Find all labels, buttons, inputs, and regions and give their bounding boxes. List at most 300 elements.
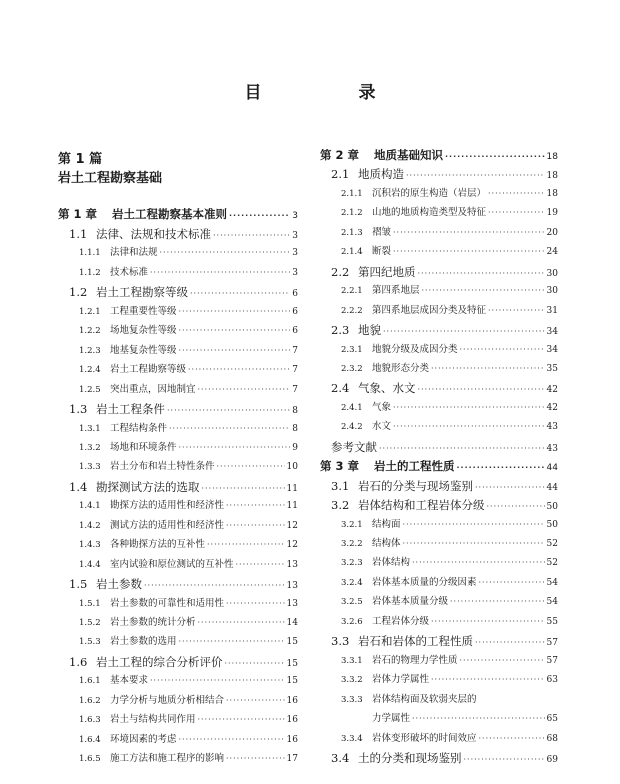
toc-entry-title: 气象、水文	[358, 381, 416, 396]
toc-entry[interactable]	[320, 520, 558, 530]
toc-entry-number: 1.2.3	[79, 345, 101, 356]
toc-entry[interactable]	[320, 734, 558, 744]
toc-entry[interactable]	[320, 675, 558, 685]
toc-entry-page: 68	[546, 733, 558, 744]
toc-entry[interactable]	[320, 656, 558, 666]
toc-dot-leader	[226, 697, 285, 705]
toc-dot-leader	[479, 735, 545, 743]
toc-entry-title: 勘探方法的适用性和经济性	[110, 500, 225, 512]
toc-entry[interactable]	[320, 714, 558, 724]
toc-entry-title: 岩体力学属性	[372, 674, 430, 686]
toc-dot-leader	[406, 172, 545, 180]
toc-entry-number: 1.5.1	[79, 598, 101, 609]
toc-dot-leader	[207, 541, 285, 549]
toc-entry-page: 8	[292, 423, 298, 434]
part-label: 第 1 篇	[58, 152, 103, 167]
toc-entry-page: 18	[546, 152, 558, 162]
toc-entry-number: 3.3	[331, 634, 350, 649]
toc-entry[interactable]	[320, 403, 558, 413]
toc-entry-page: 43	[546, 422, 558, 433]
toc-entry[interactable]	[58, 599, 298, 609]
toc-entry-title: 结构面	[372, 518, 401, 530]
toc-entry-page: 12	[286, 520, 298, 531]
toc-entry-number: 2.4.2	[341, 422, 363, 433]
toc-entry-page: 35	[546, 363, 558, 374]
toc-entry-page: 3	[292, 267, 298, 278]
toc-entry-title: 岩石的分类与现场鉴别	[358, 478, 473, 493]
toc-entry-number: 1.6.1	[79, 676, 101, 687]
part-name: 岩土工程勘察基础	[58, 171, 163, 186]
toc-entry-title: 岩体变形破坏的时间效应	[372, 732, 477, 744]
toc-entry-page: 12	[286, 540, 298, 551]
toc-entry-number: 1.3.1	[79, 423, 101, 434]
page-title: 目 录	[244, 83, 416, 103]
toc-entry-title: 场地复杂性等级	[110, 325, 177, 337]
toc-entry[interactable]	[320, 306, 558, 316]
toc-dot-leader	[226, 522, 285, 530]
toc-entry-title: 岩土参数	[96, 577, 142, 592]
toc-entry-page: 14	[286, 618, 298, 628]
toc-entry-title: 地貌	[358, 323, 381, 338]
toc-entry-page: 11	[286, 501, 298, 512]
toc-entry-page: 31	[546, 305, 558, 316]
toc-entry-number: 3.2.6	[341, 616, 363, 627]
toc-entry[interactable]	[58, 735, 298, 745]
toc-entry-page: 63	[546, 675, 558, 686]
toc-entry-title: 岩土工程勘察等级	[110, 364, 187, 376]
toc-dot-leader	[226, 600, 285, 608]
toc-entry-number: 2.3	[331, 323, 350, 338]
toc-entry-title: 岩土与结构共同作用	[110, 714, 196, 726]
toc-entry-title: 土的分类和现场鉴别	[358, 750, 462, 765]
toc-entry-title: 勘探测试方法的选取	[96, 479, 200, 494]
toc-dot-leader	[226, 755, 285, 763]
toc-entry[interactable]	[320, 539, 558, 549]
toc-entry-number: 3.2.3	[341, 558, 363, 569]
toc-entry-number: 3.1	[331, 478, 350, 493]
toc-entry-number: 1.3.3	[79, 462, 101, 473]
toc-entry-number: 2.2	[331, 264, 350, 279]
toc-dot-leader	[179, 638, 285, 646]
toc-entry-page: 52	[546, 558, 558, 569]
toc-entry-number: 1.3.2	[79, 442, 101, 453]
toc-dot-leader	[179, 327, 291, 335]
toc-entry-page: 34	[546, 327, 558, 338]
toc-entry-page: 13	[286, 559, 298, 570]
toc-entry-page: 6	[292, 326, 298, 337]
toc-entry-title: 地貌形态分类	[372, 362, 430, 374]
toc-dot-leader	[198, 716, 285, 724]
toc-entry-page: 54	[546, 597, 558, 608]
toc-entry[interactable]	[320, 636, 558, 648]
toc-entry-number: 第 2 章	[320, 148, 360, 162]
toc-entry-number: 第 1 章	[58, 207, 98, 221]
toc-dot-leader	[160, 249, 291, 257]
toc-entry-title: 技术标准	[110, 266, 149, 278]
toc-entry-title: 岩土工程勘察基本准则	[112, 207, 227, 221]
toc-entry-page: 17	[286, 754, 298, 765]
toc-entry[interactable]	[58, 560, 298, 570]
toc-entry-number: 1.2.2	[79, 326, 101, 337]
toc-dot-leader	[393, 423, 545, 431]
toc-entry-page: 50	[546, 502, 558, 513]
toc-entry-page: 43	[546, 443, 558, 454]
toc-entry-number: 1.2	[69, 285, 88, 300]
toc-entry-number: 2.1	[331, 167, 350, 182]
toc-entry-number: 2.1.3	[341, 227, 363, 238]
toc-entry[interactable]	[58, 287, 298, 299]
toc-entry-page: 13	[286, 598, 298, 609]
toc-entry[interactable]	[320, 750, 558, 765]
toc-entry-number: 1.4.3	[79, 540, 101, 551]
toc-entry-page: 50	[546, 519, 558, 530]
toc-dot-leader	[445, 153, 545, 161]
toc-dot-leader	[198, 619, 285, 627]
toc-entry-title: 岩土的工程性质	[374, 459, 455, 474]
toc-entry[interactable]	[320, 208, 558, 218]
toc-dot-leader	[475, 639, 545, 647]
toc-entry-title: 各种勘探方法的互补性	[110, 539, 206, 551]
toc-entry-title: 测试方法的适用性和经济性	[110, 519, 225, 531]
toc-dot-leader	[217, 463, 285, 471]
toc-entry[interactable]	[58, 424, 298, 434]
toc-entry[interactable]	[320, 325, 558, 337]
toc-dot-leader	[202, 485, 285, 493]
toc-entry-title: 褶皱	[372, 226, 392, 238]
toc-dot-leader	[431, 618, 545, 626]
toc-dot-leader	[457, 464, 545, 472]
toc-entry-page: 13	[286, 581, 298, 592]
toc-entry-page: 52	[546, 539, 558, 549]
toc-entry-number: 1.6.5	[79, 754, 101, 765]
toc-entry[interactable]	[320, 150, 558, 162]
toc-dot-leader	[479, 579, 545, 587]
toc-entry-title: 岩土参数的可靠性和适用性	[110, 597, 225, 609]
toc-entry-number: 3.2.1	[341, 519, 363, 530]
toc-entry-number: 1.1	[69, 227, 88, 241]
toc-dot-leader	[418, 270, 545, 278]
toc-entry-page: 69	[546, 754, 558, 765]
toc-entry[interactable]	[58, 540, 298, 550]
toc-entry-number: 1.2.1	[79, 306, 101, 317]
toc-dot-leader	[213, 232, 290, 240]
toc-entry[interactable]	[58, 326, 298, 336]
toc-entry-number: 1.6	[69, 654, 88, 669]
toc-dot-leader	[190, 290, 290, 298]
toc-entry-number: 第 3 章	[320, 459, 360, 474]
toc-entry[interactable]	[58, 268, 298, 278]
toc-dot-leader	[460, 657, 545, 665]
toc-entry[interactable]	[58, 676, 298, 686]
toc-entry[interactable]	[58, 618, 298, 628]
toc-entry-number: 2.4	[331, 381, 350, 396]
toc-entry[interactable]	[320, 383, 558, 395]
toc-entry-page: 3	[292, 231, 298, 241]
toc-entry[interactable]	[58, 443, 298, 453]
toc-entry-number: 1.4.2	[79, 520, 101, 531]
toc-dot-leader	[488, 190, 545, 198]
toc-entry-number: 3.3.3	[341, 694, 363, 705]
toc-entry-number: 2.1.4	[341, 247, 363, 258]
toc-entry[interactable]	[58, 637, 298, 647]
toc-entry-page: 3	[292, 248, 298, 259]
toc-entry[interactable]	[58, 754, 298, 764]
toc-entry-page: 20	[546, 227, 558, 238]
toc-entry-page: 44	[546, 463, 558, 474]
toc-entry-page: 8	[292, 406, 298, 417]
toc-dot-leader	[488, 209, 545, 217]
toc-dot-leader	[487, 503, 545, 511]
toc-dot-leader	[393, 404, 545, 412]
toc-entry-number: 2.3.1	[341, 344, 363, 355]
toc-entry-title: 地貌分级及成因分类	[372, 343, 458, 355]
toc-dot-leader	[225, 660, 285, 668]
toc-entry-title: 岩土参数的统计分析	[110, 617, 196, 628]
toc-entry[interactable]	[58, 654, 298, 669]
toc-entry[interactable]	[320, 695, 558, 705]
toc-entry[interactable]	[320, 228, 558, 238]
toc-entry-title: 岩体基本质量的分级因素	[372, 576, 477, 588]
toc-entry[interactable]	[320, 364, 558, 374]
toc-entry-number: 1.4.4	[79, 559, 101, 570]
toc-entry-title: 工程重要性等级	[110, 305, 177, 317]
toc-entry-title: 第四系地层成因分类及特征	[372, 304, 487, 316]
toc-dot-leader	[460, 346, 545, 354]
toc-dot-leader	[450, 598, 545, 606]
toc-entry-number: 1.6.4	[79, 734, 101, 745]
toc-entry-page: 24	[546, 247, 558, 258]
toc-entry-title: 法律和法规	[110, 247, 158, 259]
toc-entry[interactable]	[58, 365, 298, 375]
toc-entry-title: 地质基础知识	[374, 148, 443, 162]
toc-entry-number: 3.2	[331, 498, 350, 513]
toc-entry-number: 1.5	[69, 577, 88, 592]
toc-entry-title: 岩体结构	[372, 557, 411, 569]
toc-entry-title: 沉积岩的原生构造（岩层）	[372, 187, 487, 199]
toc-entry[interactable]	[320, 264, 558, 279]
toc-entry-title: 岩土分布和岩土特性条件	[110, 461, 215, 473]
toc-dot-leader	[179, 347, 291, 355]
toc-entry-page: 7	[292, 365, 298, 376]
toc-entry[interactable]	[58, 209, 298, 221]
toc-entry-page: 16	[286, 715, 298, 726]
toc-entry[interactable]	[320, 578, 558, 588]
toc-entry-number: 1.6.2	[79, 695, 101, 706]
toc-entry-page: 7	[292, 384, 298, 395]
toc-entry-number: 2.3.2	[341, 363, 363, 374]
toc-entry-title: 水文	[372, 421, 392, 433]
toc-entry-number: 1.5.2	[79, 618, 101, 628]
toc-dot-leader	[188, 366, 290, 374]
toc-dot-leader	[464, 756, 545, 764]
toc-entry[interactable]	[58, 346, 298, 356]
toc-entry[interactable]	[58, 501, 298, 511]
toc-entry-page: 18	[546, 171, 558, 182]
toc-entry-title: 工程岩体分级	[372, 615, 430, 627]
toc-dot-leader	[403, 521, 545, 529]
toc-entry-number: 3.3.4	[341, 733, 363, 744]
toc-entry[interactable]	[320, 439, 558, 454]
toc-entry-number: 1.2.4	[79, 365, 101, 376]
toc-entry-page: 9	[292, 442, 298, 453]
toc-entry-title: 岩土工程勘察等级	[96, 285, 188, 300]
toc-dot-leader	[422, 287, 545, 295]
toc-entry-title: 地基复杂性等级	[110, 344, 177, 356]
toc-dot-leader	[393, 248, 545, 256]
toc-dot-leader	[383, 328, 545, 336]
toc-entry-title: 施工方法和施工程序的影响	[110, 753, 225, 765]
toc-entry-number: 3.2.5	[341, 597, 363, 608]
toc-entry-number: 2.2.1	[341, 286, 363, 297]
toc-entry-title: 环境因素的考虑	[110, 733, 177, 745]
toc-entry-page: 42	[546, 402, 558, 413]
toc-dot-leader	[403, 540, 545, 548]
toc-entry[interactable]	[320, 597, 558, 607]
toc-entry-title: 第四系地层	[372, 285, 420, 297]
toc-entry-title: 断裂	[372, 246, 392, 258]
toc-entry[interactable]	[58, 579, 298, 591]
toc-entry-number: 1.6.3	[79, 715, 101, 726]
toc-entry-number: 1.1.1	[79, 248, 101, 259]
toc-entry[interactable]	[58, 521, 298, 531]
toc-entry[interactable]	[58, 715, 298, 725]
toc-entry-page: 44	[546, 482, 558, 493]
toc-entry-number: 3.2.4	[341, 577, 363, 588]
toc-entry-title: 气象	[372, 401, 392, 413]
toc-entry-number: 1.4.1	[79, 501, 101, 512]
toc-entry[interactable]	[58, 462, 298, 472]
toc-entry[interactable]	[320, 169, 558, 181]
toc-entry-page: 16	[286, 695, 298, 706]
toc-dot-leader	[179, 308, 291, 316]
toc-entry-number: 1.2.5	[79, 384, 101, 395]
toc-dot-leader	[169, 425, 290, 433]
toc-entry-page: 3	[292, 211, 298, 221]
toc-entry-title: 岩体结构和工程岩体分级	[358, 498, 485, 513]
toc-entry[interactable]	[320, 247, 558, 257]
toc-entry-number: 2.2.2	[341, 305, 363, 316]
toc-entry[interactable]	[320, 345, 558, 355]
toc-entry-title: 突出重点，因地制宜	[110, 383, 196, 395]
toc-entry-title: 基本要求	[110, 675, 149, 687]
toc-entry-title: 力学属性	[372, 713, 411, 725]
toc-dot-leader	[179, 444, 291, 452]
toc-entry[interactable]	[58, 696, 298, 706]
toc-entry-title: 岩土工程条件	[96, 402, 165, 417]
toc-entry[interactable]	[320, 617, 558, 627]
toc-entry-number: 3.4	[331, 750, 350, 765]
toc-entry-title: 岩石的物理力学性质	[372, 654, 458, 666]
toc-dot-leader	[229, 212, 290, 220]
toc-entry[interactable]	[320, 500, 558, 512]
toc-entry-page: 15	[286, 676, 298, 687]
toc-entry-title: 法律、法规和技术标准	[96, 227, 211, 241]
toc-dot-leader	[179, 736, 285, 744]
toc-dot-leader	[236, 561, 285, 569]
toc-entry-title: 岩体结构面及软弱夹层的	[372, 693, 477, 705]
toc-dot-leader	[379, 445, 545, 453]
toc-entry-number: 3.2.2	[341, 539, 363, 549]
toc-entry[interactable]	[320, 478, 558, 493]
toc-entry-title: 结构体	[372, 538, 401, 549]
toc-entry-number: 1.1.2	[79, 267, 101, 278]
toc-dot-leader	[475, 484, 545, 492]
toc-entry-page: 18	[546, 188, 558, 199]
toc-entry-number: 3.3.1	[341, 655, 363, 666]
toc-entry-title: 岩土参数的选用	[110, 636, 177, 648]
toc-entry-number: 1.3	[69, 402, 88, 417]
toc-entry-page: 6	[292, 289, 298, 300]
toc-entry-title: 岩体基本质量分级	[372, 596, 449, 608]
toc-entry-page: 54	[546, 577, 558, 588]
toc-entry-page: 34	[546, 344, 558, 355]
toc-entry[interactable]	[320, 286, 558, 296]
toc-entry[interactable]	[58, 248, 298, 258]
toc-entry[interactable]	[58, 479, 298, 494]
toc-dot-leader	[393, 229, 545, 237]
toc-entry-page: 30	[546, 268, 558, 279]
toc-entry-number: 1.4	[69, 479, 88, 494]
toc-entry[interactable]	[58, 307, 298, 317]
toc-entry-title: 山地的地质构造类型及特征	[372, 207, 487, 219]
toc-entry-page: 30	[546, 286, 558, 297]
toc-entry-page: 15	[286, 637, 298, 648]
toc-dot-leader	[412, 559, 545, 567]
toc-entry[interactable]	[320, 189, 558, 199]
toc-entry-title: 岩土工程的综合分析评价	[96, 654, 223, 669]
toc-entry-page: 57	[546, 655, 558, 666]
toc-dot-leader	[418, 386, 545, 394]
toc-entry-title: 室内试验和原位测试的互补性	[110, 558, 234, 570]
toc-entry-title: 工程结构条件	[110, 422, 168, 434]
toc-entry-page: 11	[286, 483, 298, 494]
toc-dot-leader	[150, 269, 290, 277]
toc-dot-leader	[144, 582, 285, 590]
toc-entry-number: 2.4.1	[341, 402, 363, 413]
toc-entry-page: 65	[546, 714, 558, 725]
toc-entry-page: 10	[286, 462, 298, 473]
toc-entry-title: 场地和环境条件	[110, 441, 177, 453]
toc-dot-leader	[198, 386, 291, 394]
toc-dot-leader	[226, 502, 285, 510]
toc-dot-leader	[431, 676, 545, 684]
toc-entry-number: 1.5.3	[79, 637, 101, 648]
toc-entry[interactable]	[58, 404, 298, 416]
toc-entry-title: 参考文献	[331, 439, 377, 454]
toc-entry-title: 力学分析与地质分析相结合	[110, 694, 225, 706]
toc-entry-page: 7	[292, 345, 298, 356]
toc-entry-title: 第四纪地质	[358, 264, 416, 279]
toc-entry-title: 岩石和岩体的工程性质	[358, 634, 473, 649]
toc-dot-leader	[431, 365, 545, 373]
toc-dot-leader	[412, 715, 545, 723]
toc-entry-page: 57	[546, 638, 558, 649]
toc-entry-page: 15	[286, 658, 298, 669]
toc-entry-page: 16	[286, 734, 298, 745]
toc-dot-leader	[167, 407, 290, 415]
toc-entry[interactable]	[320, 422, 558, 432]
toc-entry-number: 2.1.2	[341, 208, 363, 219]
toc-entry-page: 42	[546, 385, 558, 396]
toc-entry[interactable]	[320, 461, 558, 473]
toc-entry-page: 19	[546, 208, 558, 219]
toc-entry[interactable]	[58, 229, 298, 241]
toc-entry[interactable]	[58, 385, 298, 395]
toc-entry-page: 6	[292, 306, 298, 317]
toc-entry-page: 55	[546, 616, 558, 627]
toc-entry-number: 2.1.1	[341, 188, 363, 199]
toc-entry[interactable]	[320, 558, 558, 568]
